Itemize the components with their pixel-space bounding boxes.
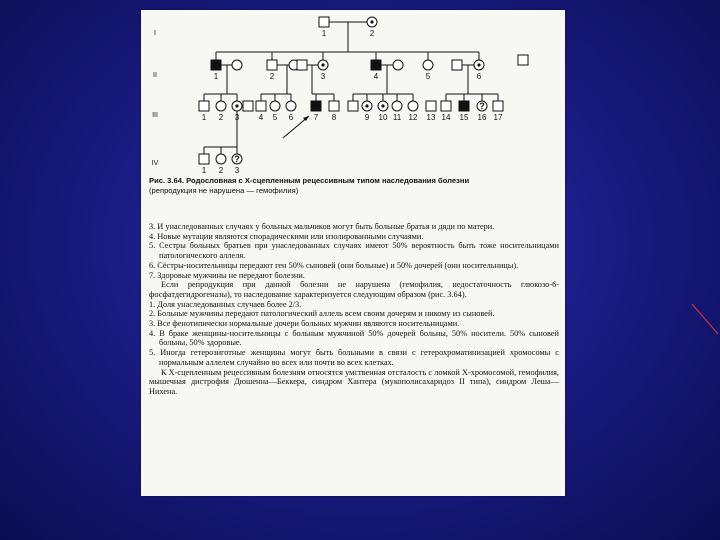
male-symbol	[267, 60, 277, 70]
individual-number: 2	[369, 29, 375, 38]
paragraph: 5. Сестры больных братьев при унаследованных случаях имеют 50% вероятность быть тоже носительницами патологического аллеля.	[149, 241, 559, 261]
female-symbol	[216, 101, 226, 111]
paragraph: 5. Иногда гетерозиготные женщины могут быть больными в связи с гетерохроматинизацией хромосомы с нормальным аллелем случайно во всех или почти во всех клетках.	[149, 348, 559, 367]
individual-number: 3	[234, 166, 240, 175]
carrier-dot	[370, 20, 373, 23]
body-text	[149, 222, 559, 397]
paragraph: 1. Доля унаследованных случаев более 2/3.	[149, 299, 302, 309]
affected-male-symbol	[311, 101, 321, 111]
carrier-dot	[235, 104, 238, 107]
paragraph: К Х-сцепленным рецессивным болезням относятся умственная отсталость с ломкой Х-хромосомой, гемофилия, мышечная дистрофия Дюшенна—Беккера, синдром Хантера (мукополисахаридоз II типа), синдром Леша—Нихена.	[149, 367, 559, 396]
female-symbol	[393, 60, 403, 70]
male-symbol	[199, 154, 209, 164]
paragraph: 3. И унаследованных случаях у больных мальчиков могут быть больные братья и дяди по матери.	[149, 222, 495, 231]
male-symbol	[426, 101, 436, 111]
individual-number: 7	[313, 113, 319, 122]
individual-number: 14	[441, 113, 451, 122]
male-symbol	[256, 101, 266, 111]
question-mark: ?	[234, 154, 240, 164]
paragraph: Если репродукция при данной болезни не нарушена (гемофилия, недостаточность глюкозо-6-фосфатдегидрогеназы), то наследование характеризуется следующим образом (рис. 3.64).	[149, 280, 559, 299]
individual-number: 2	[218, 113, 224, 122]
individual-number: 2	[218, 166, 224, 175]
paragraph: 6. Сёстры-носительницы передают ген 50% сыновей (они больные) и 50% дочерей (они носительницы).	[149, 260, 519, 270]
individual-number: 8	[331, 113, 337, 122]
individual-number: 1	[213, 72, 219, 81]
generation-label: III	[152, 112, 158, 119]
female-symbol	[216, 154, 226, 164]
paragraph: 7. Здоровые мужчины не передают болезни.	[149, 270, 305, 280]
individual-number: 3	[320, 72, 326, 81]
paragraph: 4. Новые мутации являются спорадическими или изолированными случаями.	[149, 231, 424, 241]
individual-number: 5	[425, 72, 431, 81]
carrier-dot	[365, 104, 368, 107]
individual-number: 9	[364, 113, 370, 122]
individual-number: 4	[373, 72, 379, 81]
individual-number: 6	[476, 72, 482, 81]
carrier-dot	[477, 63, 480, 66]
male-symbol	[329, 101, 339, 111]
individual-number: 6	[288, 113, 294, 122]
male-symbol	[319, 17, 329, 27]
carrier-dot	[321, 63, 324, 66]
generation-label: I	[154, 30, 156, 37]
scanned-page	[141, 10, 565, 496]
male-symbol	[441, 101, 451, 111]
individual-number: 16	[477, 113, 487, 122]
generation-label: II	[153, 72, 157, 79]
male-symbol	[518, 55, 528, 65]
male-symbol	[199, 101, 209, 111]
individual-number: 12	[408, 113, 418, 122]
female-symbol	[232, 60, 242, 70]
generation-label: IV	[151, 160, 159, 167]
affected-male-symbol	[459, 101, 469, 111]
pedigree-chart	[141, 10, 565, 175]
male-symbol	[493, 101, 503, 111]
male-symbol	[297, 60, 307, 70]
individual-number: 2	[269, 72, 275, 81]
individual-number: 5	[272, 113, 278, 122]
paragraph: 3. Все фенотипически нормальные дочери больных мужчин являются носительницами.	[149, 319, 460, 329]
corner-line-decoration	[690, 300, 720, 340]
female-symbol	[408, 101, 418, 111]
paragraph: 4. В браке женщины-носительницы с больным мужчиной 50% дочерей больны, 50% носители. 50% сыновей больны, 50% здоровые.	[149, 328, 559, 348]
carrier-dot	[381, 104, 384, 107]
affected-male-symbol	[211, 60, 221, 70]
individual-number: 13	[426, 113, 436, 122]
caption-subtitle: (репродукция не нарушена — гемофилия)	[149, 186, 299, 195]
male-symbol	[452, 60, 462, 70]
figure-caption	[149, 176, 559, 196]
question-mark: ?	[479, 101, 485, 111]
affected-male-symbol	[371, 60, 381, 70]
individual-number: 1	[201, 113, 207, 122]
individual-number: 3	[234, 113, 240, 122]
male-symbol	[243, 101, 253, 111]
female-symbol	[270, 101, 280, 111]
individual-number: 1	[201, 166, 207, 175]
male-symbol	[348, 101, 358, 111]
individual-number: 15	[459, 113, 469, 122]
female-symbol	[286, 101, 296, 111]
individual-number: 4	[258, 113, 264, 122]
female-symbol	[423, 60, 433, 70]
individual-number: 1	[321, 29, 327, 38]
individual-number: 10	[378, 113, 388, 122]
individual-number: 11	[392, 113, 402, 122]
individual-number: 17	[493, 113, 503, 122]
paragraph: 2. Больные мужчины передают патологический аллель всем своим дочерям и никому из сыновей.	[149, 309, 495, 319]
caption-title: Рис. 3.64. Родословная с Х-сцепленным рецессивным типом наследования болезни	[149, 176, 470, 185]
female-symbol	[392, 101, 402, 111]
